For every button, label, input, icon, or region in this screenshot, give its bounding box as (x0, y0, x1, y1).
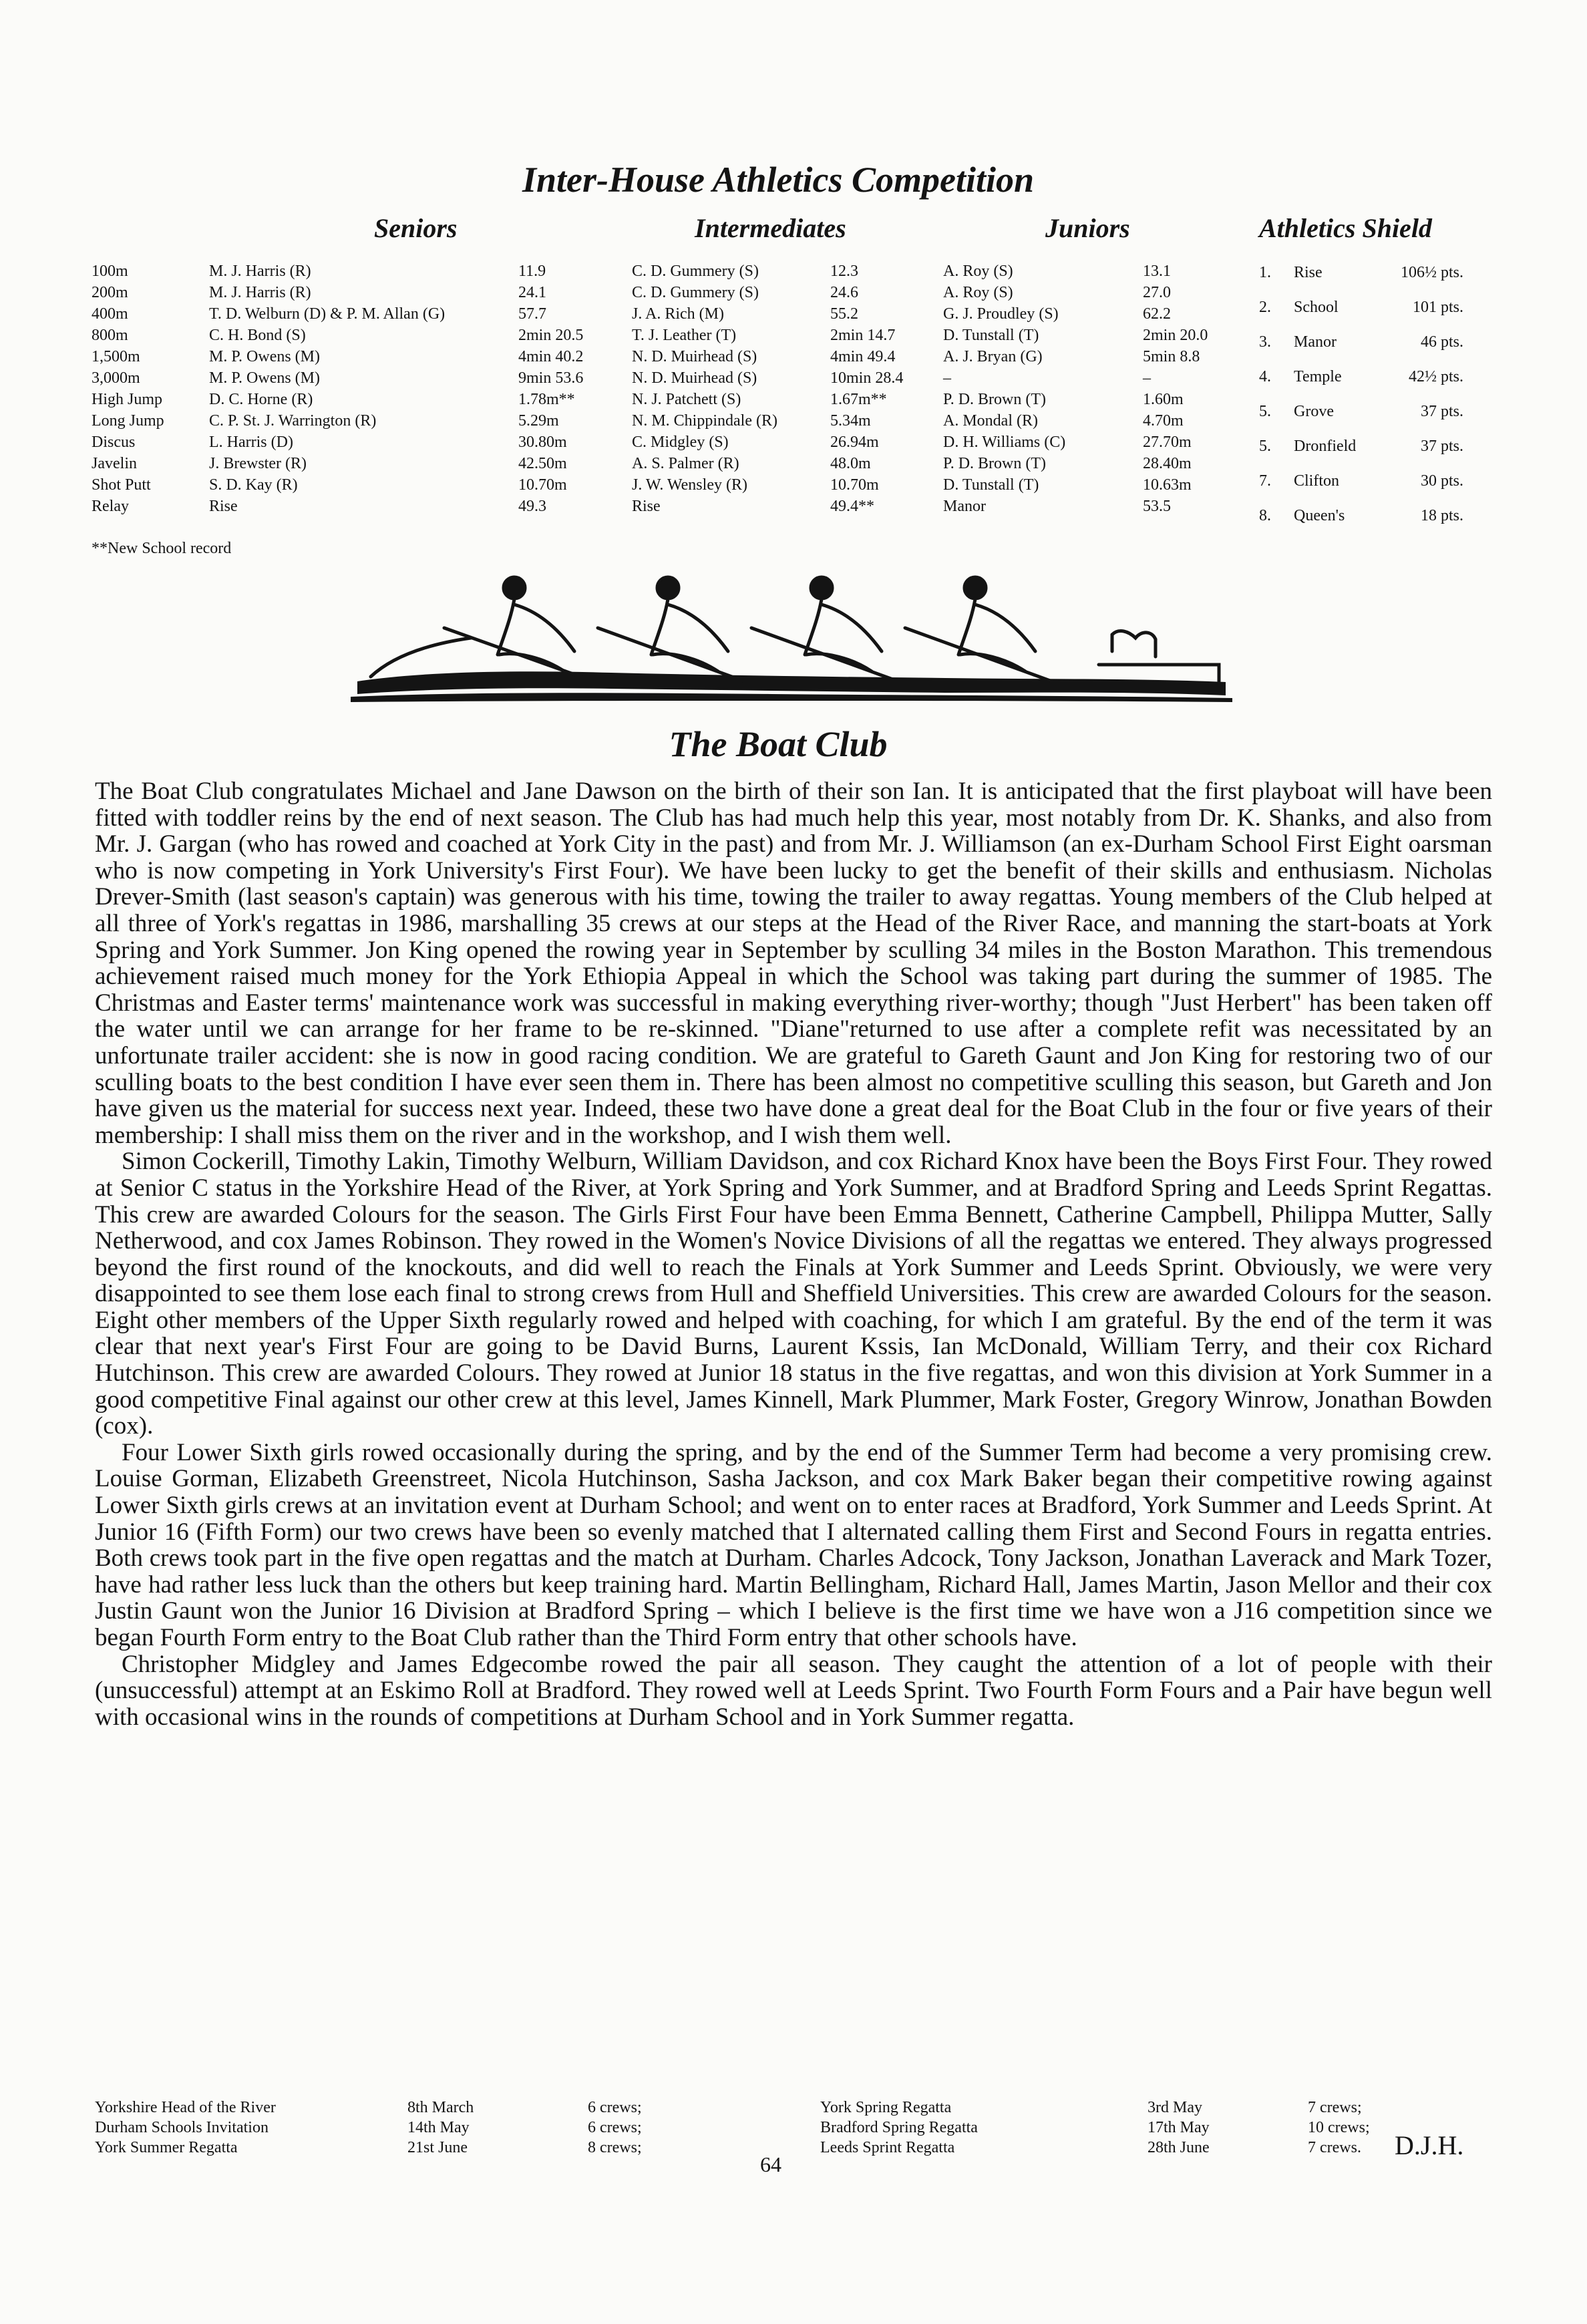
paragraph-3: Four Lower Sixth girls rowed occasionally during the spring, and by the end of the Summer Term had become a very promising crew. Louise Gorman, Elizabeth Greenstreet, Nicola Hutchinson, Sasha Jackson, and cox Mark Baker began their competitive rowing against Lower Sixth girls crews at an invitation event at Durham School; and went on to enter races at Bradford, York Summer and Leeds Sprint. At Junior 16 (Fifth Form) our two crews have been so evenly matched that I alternated calling them First and Second Fours in regatta entries. Both crews took part in the five open regattas and the match at Durham. Charles Adcock, Tony Jackson, Jonathan Laverack and Mark Tozer, have had rather less luck than the others but keep training hard. Martin Bellingham, Richard Hall, James Martin, Jason Mellor and their cox Justin Gaunt won the Junior 16 Division at Bradford Spring – which I believe is the first time we have won a J16 competition since we began Fourth Form entry to the Boat Club rather than the Third Form entry that other schools have. (95, 1438, 1492, 1651)
junior-result: 10.63m (1143, 476, 1192, 494)
rower-4 (905, 577, 1052, 681)
event-name: High Jump (92, 391, 163, 408)
shield-position: 5. (1259, 437, 1271, 455)
record-note: **New School record (92, 540, 232, 557)
event-name: Shot Putt (92, 476, 151, 494)
event-name: 800m (92, 327, 128, 344)
intermediate-winner: C. D. Gummery (S) (632, 284, 759, 301)
intermediate-result: 5.34m (830, 412, 871, 430)
table-row (92, 282, 1243, 303)
event-name: 200m (92, 284, 128, 301)
intermediate-result: 1.67m** (830, 391, 887, 408)
shield-position: 2. (1259, 298, 1271, 316)
intermediate-winner: C. Midgley (S) (632, 434, 729, 451)
junior-winner: Manor (943, 498, 986, 515)
senior-winner: Rise (209, 498, 238, 515)
junior-result: 1.60m (1143, 391, 1184, 408)
boat-stern (1099, 665, 1219, 681)
table-row (92, 453, 1243, 474)
senior-result: 24.1 (518, 284, 546, 301)
intermediate-winner: N. D. Muirhead (S) (632, 369, 757, 387)
shield-house: Temple (1294, 367, 1342, 385)
intermediate-winner: T. J. Leather (T) (632, 327, 737, 344)
table-row (92, 325, 1243, 346)
junior-winner: A. Mondal (R) (943, 412, 1038, 430)
table-row (1259, 359, 1463, 394)
regatta-date: 17th May (1148, 2119, 1210, 2136)
event-name: Long Jump (92, 412, 164, 430)
senior-winner: C. P. St. J. Warrington (R) (209, 412, 377, 430)
shield-position: 3. (1259, 333, 1271, 351)
junior-result: 28.40m (1143, 455, 1192, 472)
regatta-crews: 7 crews. (1308, 2139, 1361, 2156)
senior-winner: M. J. Harris (R) (209, 284, 311, 301)
regatta-row (820, 2118, 1401, 2138)
junior-result: 4.70m (1143, 412, 1184, 430)
senior-result: 42.50m (518, 455, 567, 472)
rower-1 (444, 577, 584, 678)
regatta-name: Bradford Spring Regatta (820, 2119, 978, 2136)
event-name: Relay (92, 498, 129, 515)
junior-result: 13.1 (1143, 263, 1171, 280)
senior-result: 9min 53.6 (518, 369, 584, 387)
table-row (1259, 394, 1463, 429)
intermediate-winner: N. M. Chippindale (R) (632, 412, 777, 430)
junior-winner: P. D. Brown (T) (943, 455, 1046, 472)
regatta-name: Yorkshire Head of the River (95, 2099, 276, 2116)
intermediate-result: 2min 14.7 (830, 327, 896, 344)
shield-house: Clifton (1294, 472, 1340, 490)
paragraph-4: Christopher Midgley and James Edgecombe rowed the pair all season. They caught the attention of a lot of people with their (unsuccessful) attempt at an Eskimo Roll at Bradford. They rowed well at Leeds Sprint. Two Fourth Form Fours and a Pair have begun well with occasional wins in the rounds of competitions at Durham School and in York Summer regatta. (95, 1650, 1492, 1731)
senior-winner: D. C. Horne (R) (209, 391, 313, 408)
regattas-right-table (820, 2098, 1401, 2158)
shield-points: 18 pts. (1421, 506, 1464, 524)
regatta-crews: 8 crews; (588, 2139, 642, 2156)
regatta-name: Durham Schools Invitation (95, 2119, 269, 2136)
regatta-date: 14th May (407, 2119, 470, 2136)
junior-result: 5min 8.8 (1143, 348, 1200, 365)
boat-club-title: The Boat Club (669, 724, 888, 764)
regatta-crews: 7 crews; (1308, 2099, 1362, 2116)
senior-winner: M. P. Owens (M) (209, 348, 321, 365)
table-row (1259, 255, 1463, 290)
intermediate-winner: J. A. Rich (M) (632, 305, 724, 323)
senior-result: 30.80m (518, 434, 567, 451)
rowing-illustration (344, 564, 1239, 705)
table-row (1259, 325, 1463, 359)
junior-winner: G. J. Proudley (S) (943, 305, 1059, 323)
junior-winner: A. J. Bryan (G) (943, 348, 1043, 365)
intermediate-result: 26.94m (830, 434, 879, 451)
junior-result: 27.70m (1143, 434, 1192, 451)
regatta-crews: 6 crews; (588, 2119, 642, 2136)
shield-house: Dronfield (1294, 437, 1357, 455)
senior-winner: T. D. Welburn (D) & P. M. Allan (G) (209, 305, 446, 323)
junior-result: 62.2 (1143, 305, 1171, 323)
oar-blade-left (371, 638, 471, 677)
senior-winner: C. H. Bond (S) (209, 327, 306, 344)
junior-winner: D. Tunstall (T) (943, 327, 1039, 344)
shield-house: Manor (1294, 333, 1337, 351)
intermediate-result: 4min 49.4 (830, 348, 896, 365)
intermediates-header: Intermediates (695, 213, 846, 243)
regatta-row (95, 2118, 721, 2138)
regatta-crews: 6 crews; (588, 2099, 642, 2116)
senior-winner: S. D. Kay (R) (209, 476, 298, 494)
regatta-date: 28th June (1148, 2139, 1210, 2156)
rower-3 (751, 577, 898, 681)
regatta-date: 21st June (407, 2139, 468, 2156)
shield-points: 37 pts. (1421, 402, 1464, 420)
senior-result: 2min 20.5 (518, 327, 584, 344)
table-row (92, 432, 1243, 453)
senior-winner: M. J. Harris (R) (209, 263, 311, 280)
table-row (1259, 290, 1463, 325)
regatta-crews: 10 crews; (1308, 2119, 1370, 2136)
intermediate-result: 10.70m (830, 476, 879, 494)
shield-points: 46 pts. (1421, 333, 1464, 351)
senior-result: 4min 40.2 (518, 348, 584, 365)
page-number: 64 (760, 2152, 781, 2176)
table-row (92, 389, 1243, 410)
paragraph-2: Simon Cockerill, Timothy Lakin, Timothy Welburn, William Davidson, and cox Richard Knox have been the Boys First Four. They rowed at Senior C status in the Yorkshire Head of the River, at York Spring and York Summer, and at Bradford Spring and Leeds Sprint Regattas. This crew are awarded Colours for the season. The Girls First Four have been Emma Bennett, Catherine Campbell, Philippa Mutter, Sally Netherwood, and cox James Robinson. They rowed in the Women's Novice Divisions of all the regattas we entered. They always progressed beyond the first round of the knockouts, and did well to reach the Finals at York Summer and Leeds Sprint. Obviously, we were very disappointed to see them lose each final to strong crews from Hull and Sheffield Universities. This crew are awarded Colours for the season. Eight other members of the Upper Sixth regularly rowed and helped with coaching, for which I am grateful. By the end of the term it was clear that next year's First Four are going to be David Burns, Laurent Kssis, Ian McDonald, William Terry, and their cox Richard Hutchinson. This crew are awarded Colours. They rowed at Junior 18 status in the five regattas, and won this division at York Summer in a good competitive Final against our other crew at this level, James Kinnell, Mark Plummer, Mark Foster, Gregory Winrow, Jonathan Bowden (cox). (95, 1148, 1492, 1440)
boat-club-body (95, 778, 1492, 1730)
paragraph-1: The Boat Club congratulates Michael and Jane Dawson on the birth of their son Ian. It is anticipated that the first playboat will have been fitted with toddler reins by the end of next season. The Club has had much help this year, most notably from Dr. K. Shanks, and also from Mr. J. Gargan (who has rowed and coached at York City in the past) and from Mr. J. Williamson (an ex-Durham School First Eight oarsman who is now competing in York University's First Four). We have been lucky to get the benefit of their skills and enthusiasm. Nicholas Drever-Smith (last season's captain) was generous with his time, towing the trailer to away regattas. Young members of the Club helped at all three of York's regattas in 1986, marshalling 35 crews at our steps at the Head of the River Race, and manning the start-boats at York Spring and York Summer. Jon King opened the rowing year in September by sculling 34 miles in the Boston Marathon. This tremendous achievement raised much money for the York Ethiopia Appeal in which the School was taking part during the summer of 1985. The Christmas and Easter terms' maintenance work was successful in making everything river-worthy; though "Just Herbert" has been taken off the water until we can arrange for her frame to be re-skinned. "Diane"returned to use after a complete refit was necessitated by an unfortunate trailer accident: she is now in good racing condition. We are grateful to Gareth Gaunt and Jon King for restoring two of our sculling boats to the best condition I have ever seen them in. There has been almost no competitive sculling this season, but Gareth and Jon have given us the material for success next year. Indeed, these two have done a great deal for the Boat Club in the four or five years of their membership: I shall miss them on the river and in the workshop, and I wish them well. (95, 778, 1492, 1149)
junior-winner: D. Tunstall (T) (943, 476, 1039, 494)
senior-result: 49.3 (518, 498, 546, 515)
junior-winner: A. Roy (S) (943, 284, 1013, 301)
table-row (1259, 498, 1463, 533)
table-row (92, 346, 1243, 367)
shield-position: 1. (1259, 263, 1271, 281)
intermediate-winner: C. D. Gummery (S) (632, 263, 759, 280)
juniors-header: Juniors (1045, 213, 1130, 243)
table-row (1259, 464, 1463, 498)
senior-result: 57.7 (518, 305, 546, 323)
regatta-row (95, 2138, 721, 2158)
regattas-left-table (95, 2098, 721, 2158)
table-row (92, 496, 1243, 517)
event-name: Javelin (92, 455, 137, 472)
intermediate-result: 55.2 (830, 305, 858, 323)
table-row (92, 367, 1243, 389)
regatta-row (95, 2098, 721, 2118)
table-row (92, 303, 1243, 325)
regatta-name: York Spring Regatta (820, 2099, 952, 2116)
athletics-title: Inter-House Athletics Competition (522, 160, 1035, 200)
intermediate-result: 49.4** (830, 498, 874, 515)
athletics-shield-table (1259, 255, 1463, 533)
intermediate-result: 12.3 (830, 263, 858, 280)
shield-position: 5. (1259, 402, 1271, 420)
event-name: 400m (92, 305, 128, 323)
shield-house: Queen's (1294, 506, 1345, 524)
regatta-date: 3rd May (1148, 2099, 1202, 2116)
junior-winner: D. H. Williams (C) (943, 434, 1066, 451)
athletics-results-table (92, 261, 1243, 517)
senior-result: 1.78m** (518, 391, 575, 408)
crest-flag (1112, 631, 1156, 639)
shield-header: Athletics Shield (1259, 213, 1432, 243)
junior-result: 2min 20.0 (1143, 327, 1208, 344)
intermediate-winner: N. D. Muirhead (S) (632, 348, 757, 365)
junior-result: – (1143, 369, 1151, 387)
junior-result: 27.0 (1143, 284, 1171, 301)
table-row (92, 261, 1243, 282)
regatta-name: Leeds Sprint Regatta (820, 2139, 955, 2156)
intermediate-winner: Rise (632, 498, 661, 515)
table-row (92, 474, 1243, 496)
senior-result: 10.70m (518, 476, 567, 494)
regatta-name: York Summer Regatta (95, 2139, 238, 2156)
senior-winner: L. Harris (D) (209, 434, 293, 451)
shield-position: 4. (1259, 367, 1271, 385)
event-name: 100m (92, 263, 128, 280)
junior-winner: A. Roy (S) (943, 263, 1013, 280)
junior-result: 53.5 (1143, 498, 1171, 515)
intermediate-winner: J. W. Wensley (R) (632, 476, 747, 494)
author-initials: D.J.H. (1395, 2130, 1464, 2160)
shield-points: 101 pts. (1413, 298, 1464, 316)
regatta-date: 8th March (407, 2099, 474, 2116)
senior-winner: J. Brewster (R) (209, 455, 307, 472)
junior-winner: – (943, 369, 951, 387)
intermediate-result: 10min 28.4 (830, 369, 904, 387)
shield-points: 42½ pts. (1409, 367, 1464, 385)
intermediate-result: 24.6 (830, 284, 858, 301)
intermediate-result: 48.0m (830, 455, 871, 472)
athletics-results-body (92, 261, 1243, 517)
event-name: 3,000m (92, 369, 140, 387)
event-name: 1,500m (92, 348, 140, 365)
table-row (92, 410, 1243, 432)
regatta-row (820, 2138, 1401, 2158)
athletics-shield-body (1259, 255, 1463, 533)
junior-winner: P. D. Brown (T) (943, 391, 1046, 408)
seniors-header: Seniors (374, 213, 458, 243)
rower-2 (598, 577, 745, 681)
event-name: Discus (92, 434, 136, 451)
shield-points: 30 pts. (1421, 472, 1464, 490)
shield-house: Grove (1294, 402, 1334, 420)
regatta-row (820, 2098, 1401, 2118)
river-water (351, 671, 1232, 702)
senior-result: 11.9 (518, 263, 546, 280)
shield-points: 37 pts. (1421, 437, 1464, 455)
shield-house: School (1294, 298, 1339, 316)
shield-house: Rise (1294, 263, 1322, 281)
senior-winner: M. P. Owens (M) (209, 369, 321, 387)
intermediate-winner: A. S. Palmer (R) (632, 455, 739, 472)
table-row (1259, 429, 1463, 464)
intermediate-winner: N. J. Patchett (S) (632, 391, 741, 408)
senior-result: 5.29m (518, 412, 559, 430)
shield-position: 7. (1259, 472, 1271, 490)
shield-points: 106½ pts. (1401, 263, 1464, 281)
shield-position: 8. (1259, 506, 1271, 524)
